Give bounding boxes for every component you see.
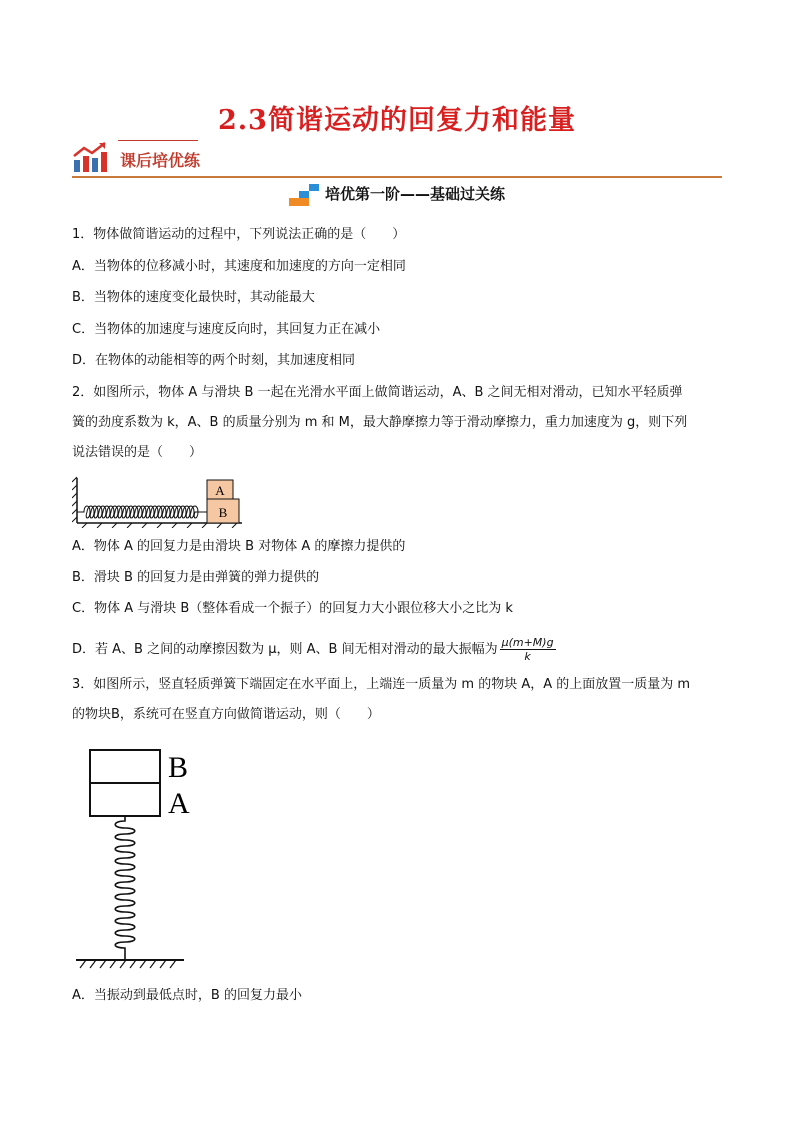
q2-stem-line1: 2．如图所示，物体 A 与滑块 B 一起在光滑水平面上做简谐运动，A、B 之间无相对滑动，已知水平轻质弹: [72, 385, 683, 400]
q3-figure-label-b: B: [168, 751, 189, 784]
q3-stem-line2: 的物块B，系统可在竖直方向做简谐运动，则（ ）: [72, 707, 380, 722]
stairs-icon: [289, 184, 319, 206]
q2-option-d-text: D．若 A、B 之间的动摩擦因数为 μ，则 A、B 间无相对滑动的最大振幅为: [72, 642, 498, 657]
q2-option-b: B．滑块 B 的回复力是由弹簧的弹力提供的: [72, 570, 320, 585]
subheader: [0, 183, 794, 206]
q2-figure-label-a: A: [215, 483, 225, 498]
q3-figure-label-a: A: [168, 787, 190, 820]
q1-option-a: A．当物体的位移减小时，其速度和加速度的方向一定相同: [72, 259, 406, 274]
header-bottom-rule: [72, 176, 722, 178]
q3-option-a: A．当振动到最低点时，B 的回复力最小: [72, 988, 302, 1003]
fraction-denominator: k: [524, 650, 531, 663]
q1-option-b: B．当物体的速度变化最快时，其动能最大: [72, 290, 315, 305]
amplitude-fraction: [500, 636, 556, 663]
q3-vertical-spring-figure: [74, 745, 204, 970]
q1-option-c: C．当物体的加速度与速度反向时，其回复力正在减小: [72, 322, 381, 337]
section-header: [72, 138, 722, 178]
bar-chart-arrow-icon: [72, 140, 112, 174]
q2-spring-block-figure: [72, 472, 247, 528]
q3-stem-line1: 3．如图所示，竖直轻质弹簧下端固定在水平面上，上端连一质量为 m 的物块 A，A 的上面放置一质量为 m: [72, 677, 691, 692]
subheader-text: 培优第一阶——基础过关练: [324, 185, 505, 203]
section-label: 课后培优练: [120, 151, 201, 170]
page-title: 2.3简谐运动的回复力和能量: [218, 105, 576, 136]
q1-option-d: D．在物体的动能相等的两个时刻，其加速度相同: [72, 353, 356, 368]
q2-figure-label-b: B: [218, 505, 228, 520]
q2-stem-line3: 说法错误的是（ ）: [72, 445, 203, 460]
q2-option-c: C．物体 A 与滑块 B（整体看成一个振子）的回复力大小跟位移大小之比为 k: [72, 601, 513, 616]
q2-option-a: A．物体 A 的回复力是由滑块 B 对物体 A 的摩擦力提供的: [72, 539, 406, 554]
header-top-rule: [118, 140, 198, 141]
q2-stem-line2: 簧的劲度系数为 k，A、B 的质量分别为 m 和 M，最大静摩擦力等于滑动摩擦力，重力加速度为 g，则下列: [72, 415, 688, 430]
q2-option-d: [72, 636, 732, 663]
fraction-numerator: μ(m+M)g: [501, 636, 554, 649]
q1-stem: 1．物体做简谐运动的过程中，下列说法正确的是（ ）: [72, 227, 406, 242]
